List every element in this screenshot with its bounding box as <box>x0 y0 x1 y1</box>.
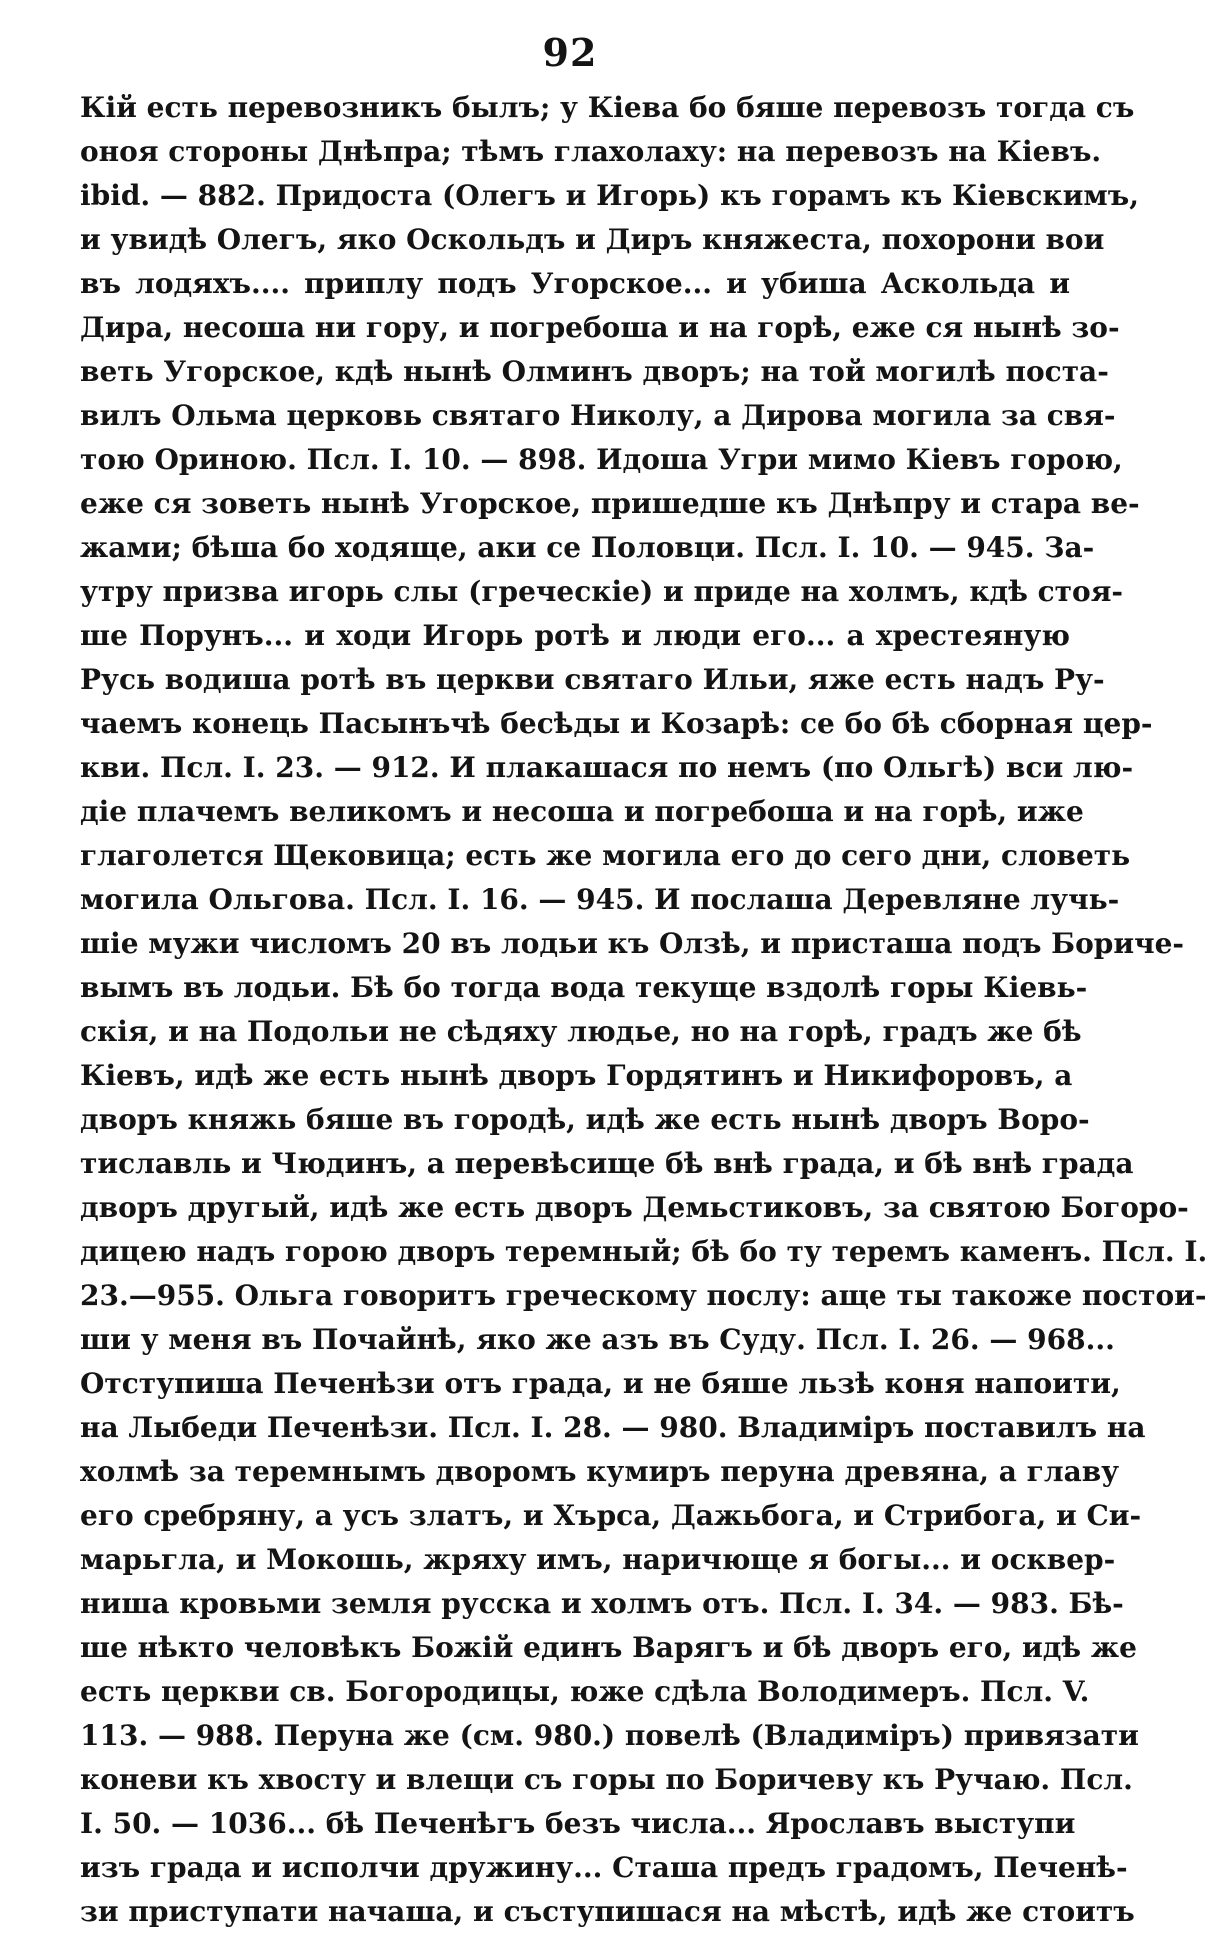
body-text <box>80 86 1207 1934</box>
text-line: тиславль и Чюдинъ, а перевѣсище бѣ внѣ града, и бѣ внѣ града <box>80 1147 1134 1180</box>
text-line: ше Порунъ... и ходи Игорь ротѣ и люди его... а хрестеяную <box>80 619 1070 652</box>
text-line: Отступиша Печенѣзи отъ града, и не бяше льзѣ коня напоити, <box>80 1367 1121 1400</box>
text-line: кви. Псл. I. 23. — 912. И плакашася по немъ (по Ольгѣ) вси лю- <box>80 751 1134 784</box>
text-line: оноя стороны Днѣпра; тѣмъ глахолаху: на перевозъ на Кіевъ. <box>80 135 1102 168</box>
text-line: могила Ольгова. Псл. I. 16. — 945. И послаша Деревляне лучь- <box>80 883 1120 916</box>
text-line: дворъ княжь бяше въ городѣ, идѣ же есть нынѣ дворъ Воро- <box>80 1103 1090 1136</box>
text-line: изъ града и исполчи дружину... Сташа предъ градомъ, Печенѣ- <box>80 1851 1128 1884</box>
text-line: дицею надъ горою дворъ теремный; бѣ бо ту теремъ каменъ. Псл. I. <box>80 1235 1207 1268</box>
text-line: утру призва игорь слы (греческіе) и приде на холмъ, кдѣ стоя- <box>80 575 1124 608</box>
text-line: ше нѣкто человѣкъ Божій единъ Варягъ и бѣ дворъ его, идѣ же <box>80 1631 1137 1664</box>
text-line: скія, и на Подольи не сѣдяху людье, но на горѣ, градъ же бѣ <box>80 1015 1082 1048</box>
text-line: 113. — 988. Перуна же (см. 980.) повелѣ (Владиміръ) привязати <box>80 1719 1139 1752</box>
text-line: его сребряну, а усъ златъ, и Хърса, Дажьбога, и Стрибога, и Си- <box>80 1499 1142 1532</box>
text-line: вымъ въ лодьи. Бѣ бо тогда вода текуще вздолѣ горы Кіевь- <box>80 971 1088 1004</box>
text-line: I. 50. — 1036... бѣ Печенѣгъ безъ числа... Ярославъ выступи <box>80 1807 1076 1840</box>
text-line: дворъ другый, идѣ же есть дворъ Демьстиковъ, за святою Богоро- <box>80 1191 1189 1224</box>
text-line: веть Угорское, кдѣ нынѣ Олминъ дворъ; на той могилѣ поста- <box>80 355 1109 388</box>
text-line: коневи къ хвосту и влещи съ горы по Боричеву къ Ручаю. Псл. <box>80 1763 1133 1796</box>
text-line: жами; бѣша бо ходяще, аки се Половци. Псл. I. 10. — 945. За- <box>80 531 1095 564</box>
page-number: 92 <box>542 30 598 75</box>
text-line: Кіевъ, идѣ же есть нынѣ дворъ Гордятинъ и Никифоровъ, а <box>80 1059 1073 1092</box>
text-line: діе плачемъ великомъ и несоша и погребоша и на горѣ, иже <box>80 795 1084 828</box>
text-line: и увидѣ Олегъ, яко Оскольдъ и Диръ княжеста, похорони вои <box>80 223 1105 256</box>
text-line: Русь водиша ротѣ въ церкви святаго Ильи, яже есть надъ Ру- <box>80 663 1105 696</box>
text-line: ши у меня въ Почайнѣ, яко же азъ въ Суду. Псл. I. 26. — 968... <box>80 1323 1115 1356</box>
text-line: Дира, несоша ни гору, и погребоша и на горѣ, еже ся нынѣ зо- <box>80 311 1120 344</box>
text-line: ibid. — 882. Придоста (Олегъ и Игорь) къ горамъ къ Кіевскимъ, <box>80 179 1139 212</box>
text-line: зи приступати начаша, и съступишася на мѣстѣ, идѣ же стоитъ <box>80 1895 1135 1928</box>
text-line: чаемъ конець Пасынъчѣ бесѣды и Козарѣ: се бо бѣ сборная цер- <box>80 707 1153 740</box>
text-line: глаголется Щековица; есть же могила его до сего дни, словеть <box>80 839 1131 872</box>
text-line: на Лыбеди Печенѣзи. Псл. I. 28. — 980. Владиміръ поставилъ на <box>80 1411 1146 1444</box>
text-line: шіе мужи числомъ 20 въ лодьи къ Олзѣ, и присташа подъ Бориче- <box>80 927 1185 960</box>
text-line: въ лодяхъ.... приплу подъ Угорское... и убиша Аскольда и <box>80 267 1070 300</box>
text-line: тою Ориною. Псл. I. 10. — 898. Идоша Угри мимо Кіевъ горою, <box>80 443 1123 476</box>
text-line: марьгла, и Мокошь, жряху имъ, наричюще я богы... и осквер- <box>80 1543 1116 1576</box>
text-line: еже ся зоветь нынѣ Угорское, пришедше къ Днѣпру и стара ве- <box>80 487 1140 520</box>
text-line: 23.—955. Ольга говоритъ греческому послу: аще ты такоже постои- <box>80 1279 1207 1312</box>
text-line: холмѣ за теремнымъ дворомъ кумиръ перуна древяна, а главу <box>80 1455 1120 1488</box>
text-line: Кій есть перевозникъ былъ; у Кіева бо бяше перевозъ тогда съ <box>80 91 1135 124</box>
text-line: вилъ Ольма церковь святаго Николу, а Дирова могила за свя- <box>80 399 1116 432</box>
text-line: ниша кровьми земля русска и холмъ отъ. Псл. I. 34. — 983. Бѣ- <box>80 1587 1124 1620</box>
text-line: есть церкви св. Богородицы, юже сдѣла Володимеръ. Псл. V. <box>80 1675 1090 1708</box>
